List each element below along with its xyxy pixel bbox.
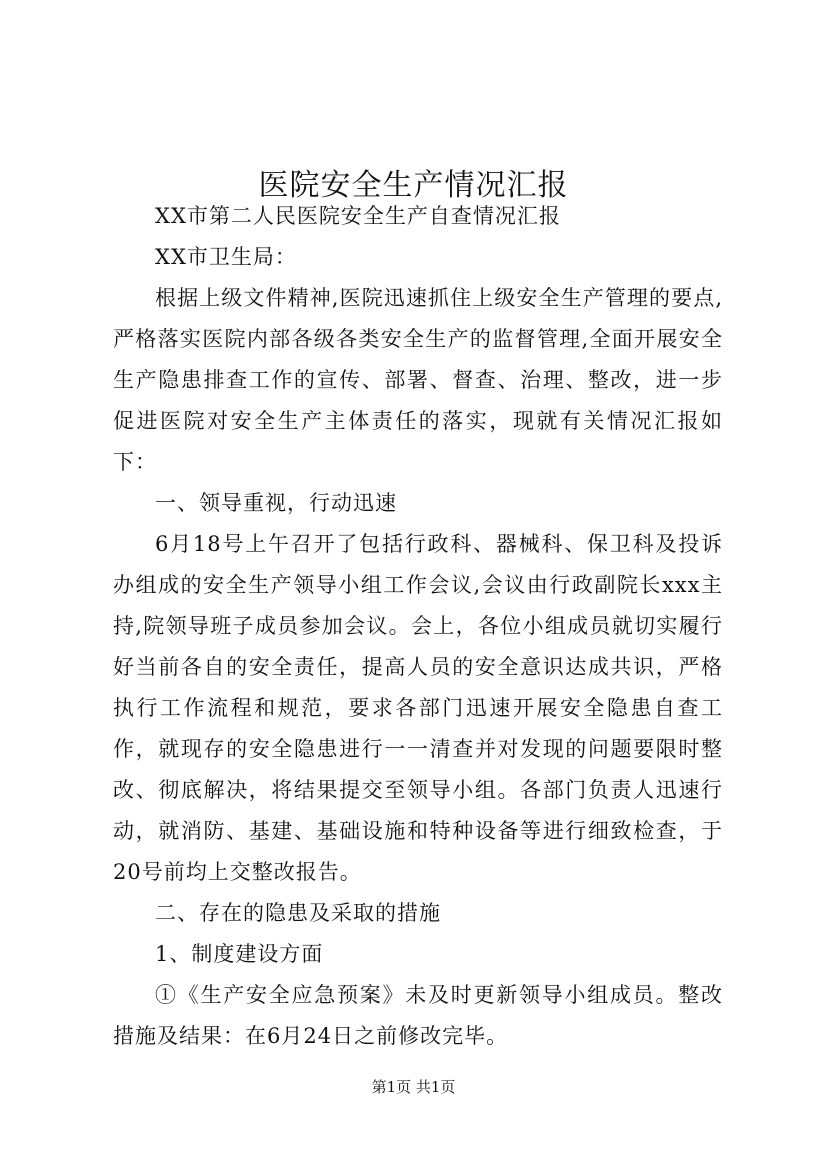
document-title: 医院安全生产情况汇报: [258, 168, 569, 204]
page-footer: 第1页 共1页: [371, 1078, 456, 1096]
document-body: [113, 196, 723, 1057]
section-heading-1: 一、领导重视，行动迅速: [155, 491, 397, 515]
section-heading-2: 二、存在的隐患及采取的措施: [155, 901, 441, 925]
item-1-paragraph: ①《生产安全应急预案》未及时更新领导小组成员。整改措施及结果：在6月24日之前修改完毕。: [113, 983, 723, 1048]
subsection-heading-1: 1、制度建设方面: [155, 942, 324, 966]
intro-paragraph: 根据上级文件精神,医院迅速抓住上级安全生产管理的要点,严格落实医院内部各级各类安全生产的监督管理,全面开展安全生产隐患排查工作的宣传、部署、督查、治理、整改，进一步促进医院对安全生产主体责任的落实，现就有关情况汇报如下：: [113, 286, 723, 474]
report-subtitle: XX市第二人民医院安全生产自查情况汇报: [155, 204, 561, 228]
section-1-paragraph: 6月18号上午召开了包括行政科、器械科、保卫科及投诉办组成的安全生产领导小组工作会议,会议由行政副院长xxx主持,院领导班子成员参加会议。会上，各位小组成员就切实履行好当前各自的安全责任，提高人员的安全意识达成共识，严格执行工作流程和规范，要求各部门迅速开展安全隐患自查工作，就现存的安全隐患进行一一清查并对发现的问题要限时整改、彻底解决，将结果提交至领导小组。各部门负责人迅速行动，就消防、基建、基础设施和特种设备等进行细致检查，于20号前均上交整改报告。: [113, 532, 723, 884]
recipient-line: XX市卫生局：: [155, 245, 297, 269]
